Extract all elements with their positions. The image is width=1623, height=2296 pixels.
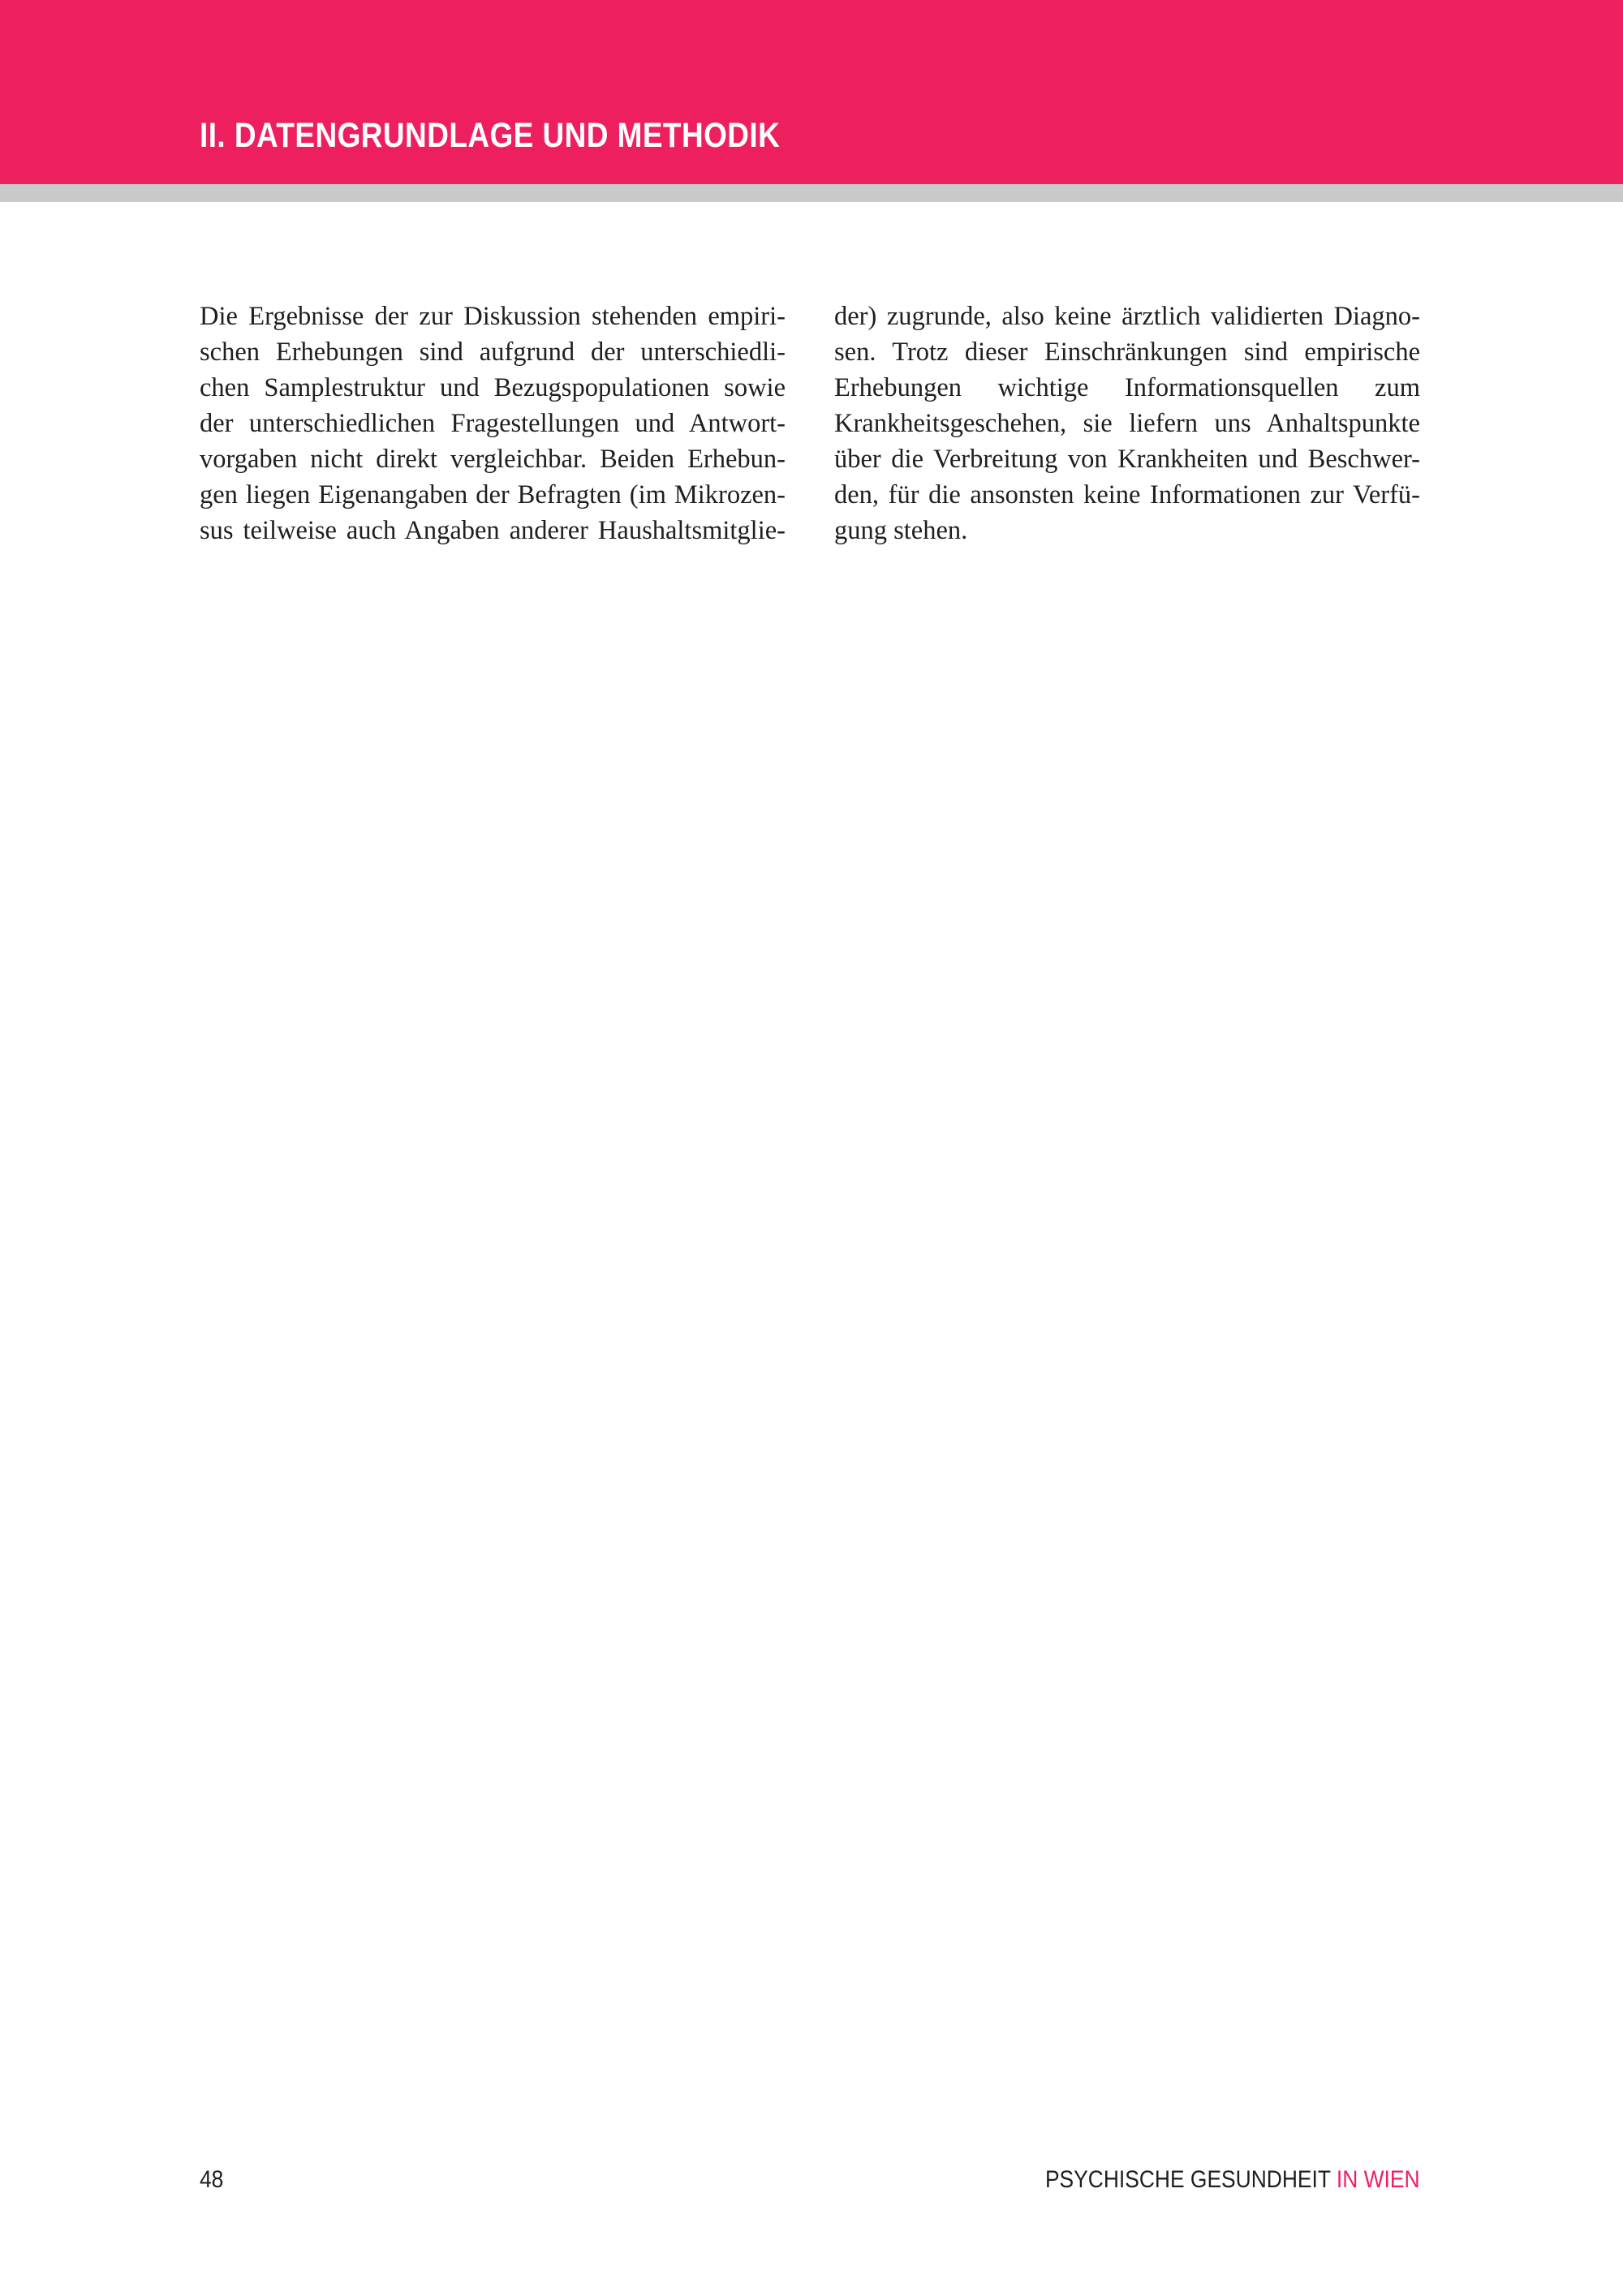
text-line: der unterschiedlichen Fragestellungen und Antwort-: [200, 409, 786, 438]
text-line: Krankheitsgeschehen, sie liefern uns Anhaltspunkte: [834, 409, 1420, 438]
header-band: [0, 0, 1623, 184]
page-number: 48: [200, 2166, 224, 2193]
text-line: über die Verbreitung von Krankheiten und Beschwer-: [834, 445, 1420, 474]
text-column-left: [200, 299, 786, 548]
text-line: sus teilweise auch Angaben anderer Haushaltsmitglie-: [200, 516, 786, 545]
text-line: chen Samplestruktur und Bezugspopulationen sowie: [200, 373, 786, 402]
publication-title-accent: IN WIEN: [1337, 2166, 1420, 2193]
text-line: vorgaben nicht direkt vergleichbar. Beiden Erhebun-: [200, 445, 786, 474]
text-line: Erhebungen wichtige Informationsquellen zum: [834, 373, 1420, 402]
publication-title: PSYCHISCHE GESUNDHEIT: [1045, 2166, 1331, 2193]
chapter-title: II. DATENGRUNDLAGE UND METHODIK: [200, 116, 781, 155]
text-line: sen. Trotz dieser Einschränkungen sind empirische: [834, 338, 1420, 367]
text-line: gen liegen Eigenangaben der Befragten (im Mikrozen-: [200, 480, 786, 510]
text-line: gung stehen.: [834, 516, 968, 545]
text-line: den, für die ansonsten keine Informationen zur Verfü-: [834, 480, 1420, 510]
text-column-right: [834, 299, 1420, 548]
text-line: Die Ergebnisse der zur Diskussion stehenden empiri-: [200, 302, 786, 331]
text-line: der) zugrunde, also keine ärztlich validierten Diagno-: [834, 302, 1420, 331]
running-footer: [1045, 2166, 1420, 2194]
header-divider: [0, 184, 1623, 202]
text-line: schen Erhebungen sind aufgrund der unterschiedli-: [200, 338, 786, 367]
